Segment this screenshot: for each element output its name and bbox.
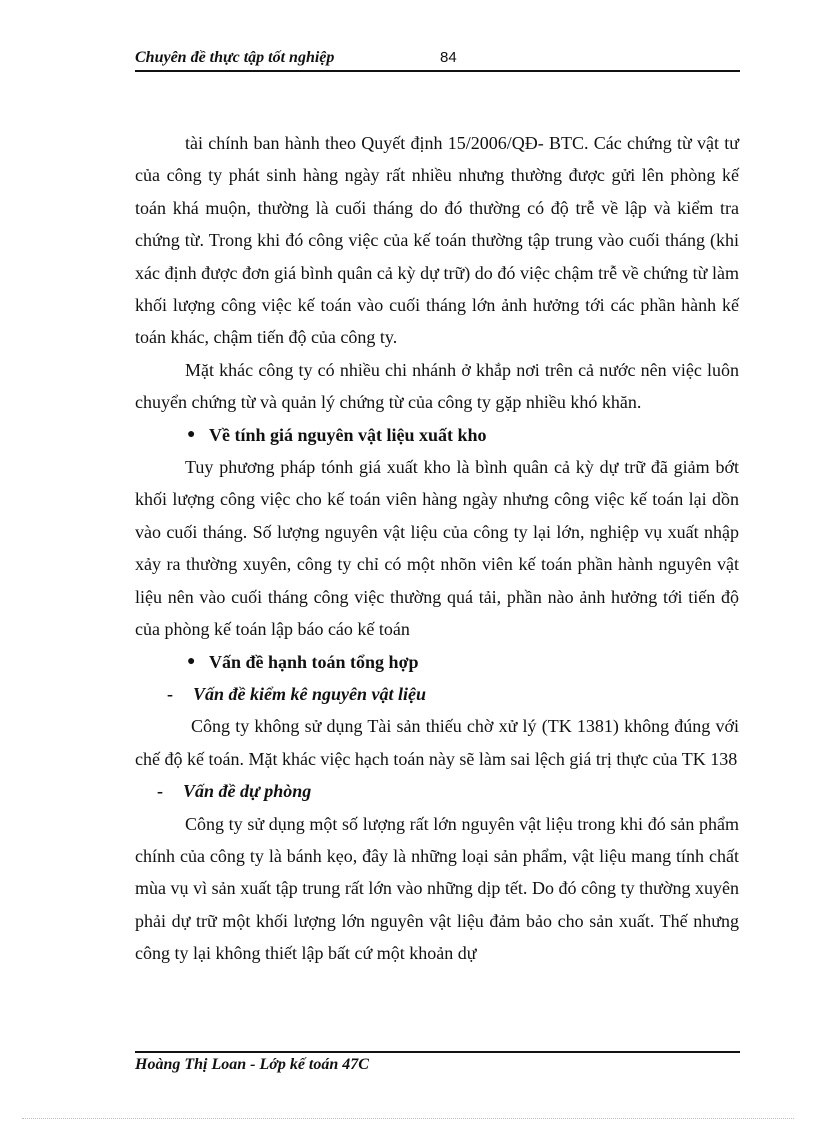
footer-rule xyxy=(135,1051,740,1053)
dash-marker: - xyxy=(167,683,173,704)
bullet-dot-icon: ● xyxy=(187,653,196,669)
paragraph-5: Công ty sử dụng một số lượng rất lớn nguyên vật liệu trong khi đó sản phẩm chính của công ty là bánh kẹo, đây là những loại sản phẩm, vật liệu mang tính chất mùa vụ vì sản xuất tập trung rất lớn vào những dịp tết. Do đó công ty thường xuyên phải dự trữ một khối lượng lớn nguyên vật liệu đảm bảo cho sản xuất. Thế nhưng công ty lại không thiết lập bất cứ một khoản dự xyxy=(135,813,739,964)
page-edge-divider xyxy=(22,1118,794,1119)
bullet-heading-2 xyxy=(135,646,739,678)
page-header xyxy=(135,48,740,72)
header-title: Chuyên đề thực tập tốt nghiệp xyxy=(135,49,335,66)
paragraph-1: tài chính ban hành theo Quyết định 15/2006/QĐ- BTC. Các chứng từ vật tư của công ty phát sinh hàng ngày rất nhiều nhưng thường được gửi lên phòng kế toán khá muộn, thường là cuối tháng do đó thường có độ trễ về lập và kiểm tra chứng từ. Trong khi đó công việc của kế toán thường tập trung vào cuối tháng (khi xác định được đơn giá bình quân cả kỳ dự trữ) do đó việc chậm trễ về chứng từ làm khối lượng công việc kế toán vào cuối tháng lớn ảnh hưởng tới các phần hành kế toán khác, chậm tiến độ của công ty. xyxy=(135,133,739,348)
bullet-heading-1-text: Về tính giá nguyên vật liệu xuất kho xyxy=(209,424,487,445)
bullet-heading-1 xyxy=(135,419,739,451)
dash-marker: - xyxy=(157,781,163,802)
paragraph-3: Tuy phương pháp tónh giá xuất kho là bình quân cả kỳ dự trữ đã giảm bớt khối lượng công việc cho kế toán viên hàng ngày nhưng công việc kế toán lại dồn vào cuối tháng. Số lượng nguyên vật liệu của công ty lại lớn, nghiệp vụ xuất nhập xảy ra thường xuyên, công ty chỉ có một nhõn viên kế toán phần hành nguyên vật liệu nên vào cuối tháng công việc thường quá tải, phần nào ảnh hưởng tới tiến độ của phòng kế toán lập báo cáo kế toán xyxy=(135,457,739,640)
bullet-heading-2-text: Vấn đề hạnh toán tổng hợp xyxy=(209,651,419,672)
document-body xyxy=(135,127,739,970)
paragraph-4: Công ty không sử dụng Tài sản thiếu chờ xử lý (TK 1381) không đúng với chế độ kế toán. Mặt khác việc hạch toán này sẽ làm sai lệch giá trị thực của TK 138 xyxy=(135,716,739,769)
subheading-1-text: Vấn đề kiểm kê nguyên vật liệu xyxy=(193,683,426,704)
bullet-dot-icon: ● xyxy=(187,426,196,442)
page-number: 84 xyxy=(440,49,457,66)
footer-text: Hoàng Thị Loan - Lớp kế toán 47C xyxy=(135,1056,369,1073)
subheading-2 xyxy=(135,775,739,807)
subheading-2-text: Vấn đề dự phòng xyxy=(183,781,312,802)
paragraph-2: Mặt khác công ty có nhiều chi nhánh ở khắp nơi trên cả nước nên việc luôn chuyển chứng từ và quản lý chứng từ của công ty gặp nhiều khó khăn. xyxy=(135,359,739,413)
subheading-1 xyxy=(135,678,739,710)
